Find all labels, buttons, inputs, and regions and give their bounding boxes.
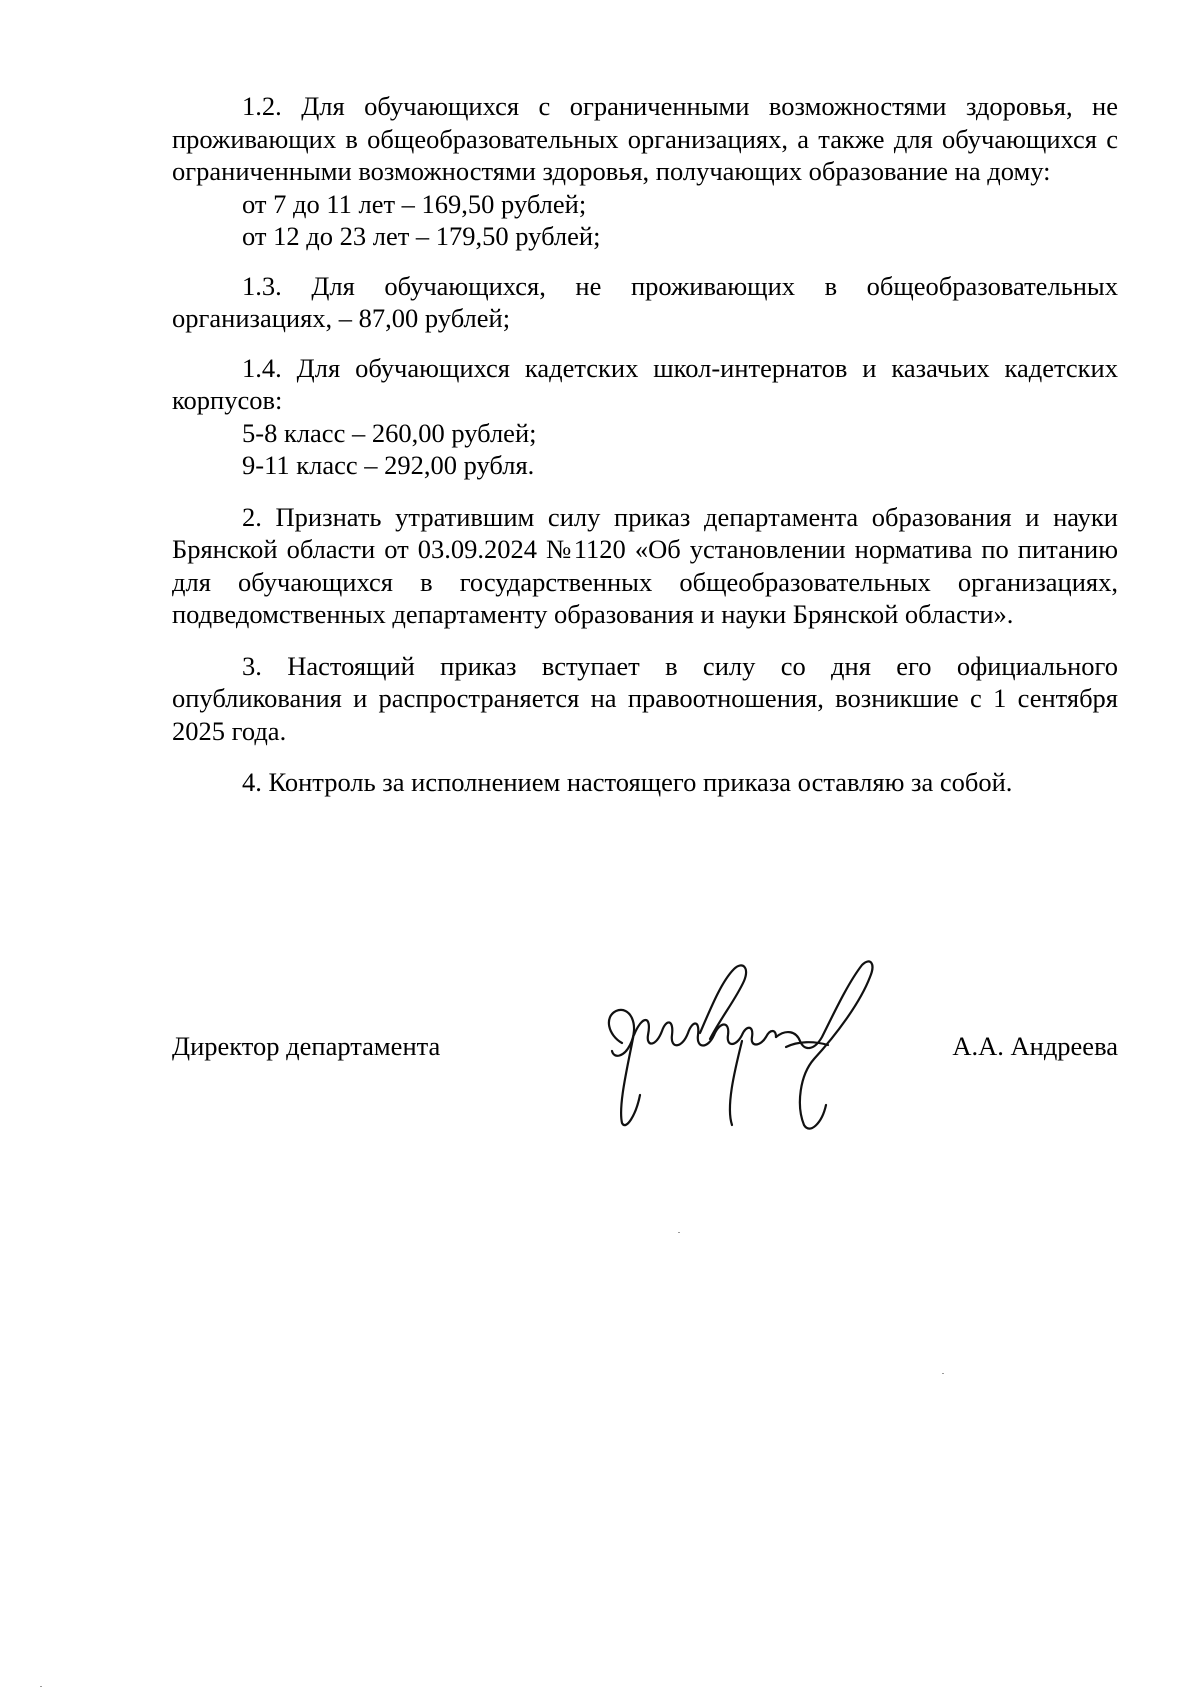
scan-speck (678, 1232, 680, 1233)
paragraph-1-2: 1.2. Для обучающихся с ограниченными возможностями здоровья, не проживающих в общеобразовательных организациях, а также для обучающихся с ограниченными возможностями здоровья, получающих образование на дому: (172, 91, 1118, 186)
scan-speck (942, 1373, 944, 1374)
scan-speck (40, 1686, 42, 1687)
document-body (172, 90, 1118, 799)
list-item-age-7-11: от 7 до 11 лет – 169,50 рублей; (242, 188, 587, 219)
paragraph-2: 2. Признать утратившим силу приказ департамента образования и науки Брянской области от 03.09.2024 №1120 «Об установлении норматива по питанию для обучающихся в государственных общеобразовательных организациях, подведомственных департаменту образования и науки Брянской области». (172, 501, 1118, 629)
signatory-name: А.А. Андреева (952, 1031, 1118, 1061)
paragraph-1-3: 1.3. Для обучающихся, не проживающих в общеобразовательных организациях, – 87,00 рублей; (172, 270, 1118, 333)
handwritten-signature-icon (600, 955, 890, 1145)
paragraph-4: 4. Контроль за исполнением настоящего приказа оставляю за собой. (242, 767, 1013, 797)
list-item-age-12-23: от 12 до 23 лет – 179,50 рублей; (242, 221, 601, 251)
paragraph-1-4: 1.4. Для обучающихся кадетских школ-интернатов и казачьих кадетских корпусов: (172, 352, 1118, 415)
signatory-title: Директор департамента (172, 1031, 441, 1061)
list-item-grade-5-8: 5-8 класс – 260,00 рублей; (242, 417, 537, 448)
paragraph-3: 3. Настоящий приказ вступает в силу со дня его официального опубликования и распространяется на правоотношения, возникшие с 1 сентября 2025 года. (172, 650, 1118, 746)
list-item-grade-9-11: 9-11 класс – 292,00 рубля. (242, 450, 535, 480)
